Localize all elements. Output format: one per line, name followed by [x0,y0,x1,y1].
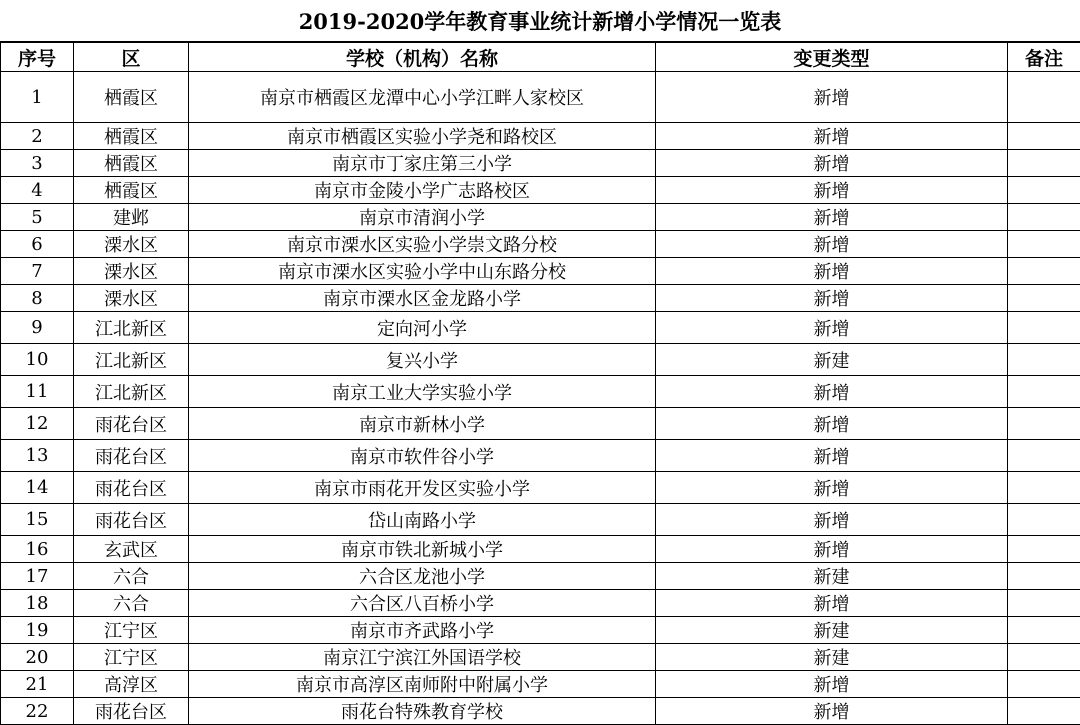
table-row [1,408,1080,440]
cell-school: 南京市清润小学 [189,204,656,231]
cell-note [1008,204,1080,231]
cell-school: 南京市雨花开发区实验小学 [189,472,656,504]
cell-index: 6 [1,231,74,258]
cell-index: 13 [1,440,74,472]
cell-district: 江宁区 [74,644,189,671]
cell-district: 江北新区 [74,376,189,408]
cell-change-type: 新增 [656,590,1008,617]
table-row [1,123,1080,150]
cell-note [1008,123,1080,150]
cell-index: 21 [1,671,74,698]
cell-change-type: 新增 [656,376,1008,408]
header-row [1,43,1080,72]
table-row [1,644,1080,671]
cell-note [1008,344,1080,376]
header-index: 序号 [1,43,74,72]
cell-district: 雨花台区 [74,698,189,725]
cell-note [1008,472,1080,504]
cell-index: 22 [1,698,74,725]
cell-school: 南京市新林小学 [189,408,656,440]
table-row [1,440,1080,472]
cell-note [1008,312,1080,344]
table-row [1,563,1080,590]
cell-change-type: 新增 [656,72,1008,123]
cell-index: 2 [1,123,74,150]
cell-school: 雨花台特殊教育学校 [189,698,656,725]
cell-note [1008,258,1080,285]
cell-change-type: 新建 [656,617,1008,644]
cell-change-type: 新增 [656,285,1008,312]
cell-index: 3 [1,150,74,177]
table-row [1,698,1080,725]
cell-district: 栖霞区 [74,150,189,177]
table-row [1,376,1080,408]
cell-note [1008,408,1080,440]
cell-district: 六合 [74,563,189,590]
table-row [1,671,1080,698]
cell-district: 建邺 [74,204,189,231]
cell-change-type: 新建 [656,344,1008,376]
cell-note [1008,617,1080,644]
cell-school: 南京市栖霞区龙潭中心小学江畔人家校区 [189,72,656,123]
table-row [1,536,1080,563]
cell-note [1008,440,1080,472]
cell-index: 9 [1,312,74,344]
cell-school: 南京市溧水区金龙路小学 [189,285,656,312]
cell-change-type: 新增 [656,472,1008,504]
cell-note [1008,177,1080,204]
table-row [1,72,1080,123]
cell-index: 8 [1,285,74,312]
cell-school: 南京市高淳区南师附中附属小学 [189,671,656,698]
cell-district: 江北新区 [74,312,189,344]
cell-note [1008,285,1080,312]
cell-district: 江宁区 [74,617,189,644]
cell-index: 18 [1,590,74,617]
cell-change-type: 新增 [656,123,1008,150]
cell-district: 雨花台区 [74,504,189,536]
cell-school: 定向河小学 [189,312,656,344]
cell-district: 栖霞区 [74,123,189,150]
cell-change-type: 新增 [656,440,1008,472]
cell-school: 南京市软件谷小学 [189,440,656,472]
cell-note [1008,671,1080,698]
cell-district: 溧水区 [74,231,189,258]
header-school: 学校（机构）名称 [189,43,656,72]
cell-school: 六合区八百桥小学 [189,590,656,617]
cell-district: 栖霞区 [74,72,189,123]
table-row [1,504,1080,536]
cell-school: 南京市铁北新城小学 [189,536,656,563]
cell-index: 12 [1,408,74,440]
table-row [1,472,1080,504]
table-row [1,344,1080,376]
table-row [1,590,1080,617]
cell-note [1008,563,1080,590]
cell-note [1008,644,1080,671]
schools-table [0,42,1080,725]
cell-school: 复兴小学 [189,344,656,376]
header-note: 备注 [1008,43,1080,72]
cell-change-type: 新增 [656,258,1008,285]
cell-index: 1 [1,72,74,123]
cell-change-type: 新增 [656,231,1008,258]
cell-index: 7 [1,258,74,285]
cell-note [1008,376,1080,408]
table-row [1,258,1080,285]
cell-school: 南京市溧水区实验小学中山东路分校 [189,258,656,285]
cell-change-type: 新增 [656,408,1008,440]
cell-index: 17 [1,563,74,590]
cell-district: 溧水区 [74,258,189,285]
cell-note [1008,504,1080,536]
table-title: 2019-2020学年教育事业统计新增小学情况一览表 [0,0,1080,42]
cell-district: 雨花台区 [74,472,189,504]
cell-note [1008,698,1080,725]
cell-school: 南京市栖霞区实验小学尧和路校区 [189,123,656,150]
cell-change-type: 新增 [656,671,1008,698]
cell-note [1008,590,1080,617]
cell-district: 江北新区 [74,344,189,376]
cell-district: 六合 [74,590,189,617]
cell-note [1008,72,1080,123]
cell-index: 4 [1,177,74,204]
cell-change-type: 新增 [656,177,1008,204]
cell-note [1008,150,1080,177]
cell-school: 南京江宁滨江外国语学校 [189,644,656,671]
cell-school: 南京市溧水区实验小学崇文路分校 [189,231,656,258]
cell-index: 14 [1,472,74,504]
cell-district: 高淳区 [74,671,189,698]
cell-school: 南京市丁家庄第三小学 [189,150,656,177]
table-row [1,231,1080,258]
table-row [1,617,1080,644]
cell-school: 六合区龙池小学 [189,563,656,590]
header-district: 区 [74,43,189,72]
cell-school: 南京市齐武路小学 [189,617,656,644]
cell-note [1008,536,1080,563]
cell-district: 雨花台区 [74,408,189,440]
cell-note [1008,231,1080,258]
cell-index: 11 [1,376,74,408]
cell-change-type: 新增 [656,204,1008,231]
cell-school: 岱山南路小学 [189,504,656,536]
cell-district: 玄武区 [74,536,189,563]
cell-school: 南京工业大学实验小学 [189,376,656,408]
cell-index: 5 [1,204,74,231]
cell-change-type: 新增 [656,504,1008,536]
cell-change-type: 新建 [656,644,1008,671]
cell-change-type: 新增 [656,150,1008,177]
table-row [1,285,1080,312]
header-change-type: 变更类型 [656,43,1008,72]
cell-change-type: 新增 [656,536,1008,563]
cell-change-type: 新增 [656,312,1008,344]
cell-index: 20 [1,644,74,671]
cell-index: 15 [1,504,74,536]
table-row [1,204,1080,231]
table-row [1,312,1080,344]
cell-change-type: 新增 [656,698,1008,725]
cell-school: 南京市金陵小学广志路校区 [189,177,656,204]
table-row [1,177,1080,204]
cell-index: 19 [1,617,74,644]
cell-district: 栖霞区 [74,177,189,204]
cell-index: 16 [1,536,74,563]
cell-index: 10 [1,344,74,376]
cell-change-type: 新建 [656,563,1008,590]
table-row [1,150,1080,177]
cell-district: 溧水区 [74,285,189,312]
cell-district: 雨花台区 [74,440,189,472]
